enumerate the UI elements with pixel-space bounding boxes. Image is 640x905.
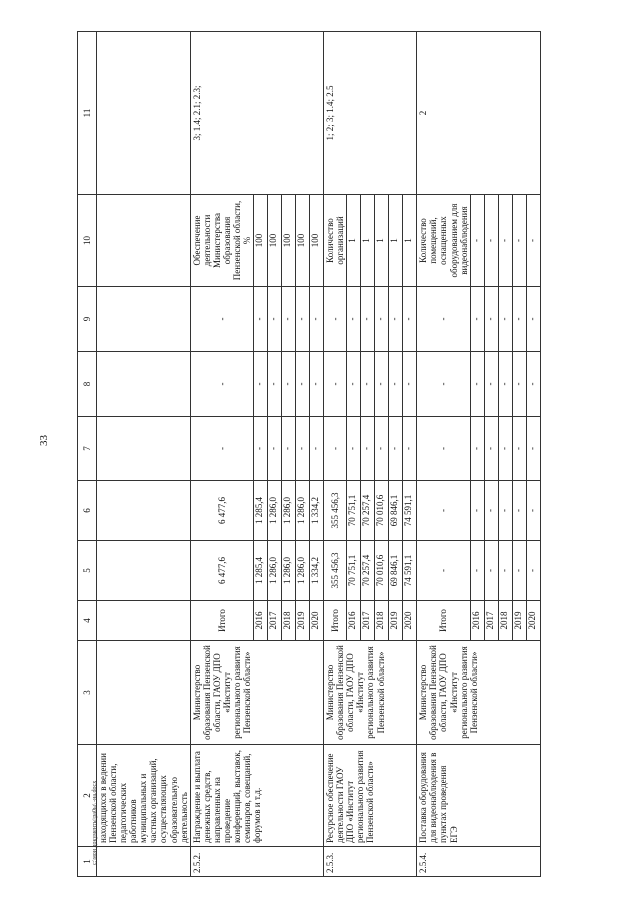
indicator-value: 1 (403, 195, 417, 287)
total-budget: 1 286,0 (296, 541, 310, 601)
extrabudget: - (470, 287, 484, 352)
regional-budget: - (417, 481, 470, 541)
cell (97, 32, 191, 195)
total-budget: 1 334,2 (310, 541, 324, 601)
page-number: 33 (38, 435, 50, 446)
regional-budget: 355 456,3 (324, 481, 347, 541)
header-cell: 2 (78, 745, 97, 847)
regional-budget: 74 591,1 (403, 481, 417, 541)
federal-budget: - (324, 417, 347, 481)
item-description: Награждение и выплата денежных средств, направленных на проведение конференций, выставок, семинаров, совещаний, форумов и т.д. (190, 745, 323, 847)
federal-budget: - (310, 417, 324, 481)
year-label: 2017 (361, 601, 375, 641)
year-label: 2018 (498, 601, 512, 641)
federal-budget: - (375, 417, 389, 481)
regional-budget: 1 286,0 (268, 481, 282, 541)
indicator-value: - (512, 195, 526, 287)
year-label: 2016 (254, 601, 268, 641)
item-number: 2.5.2. (190, 847, 323, 877)
local-budget: - (254, 352, 268, 417)
local-budget: - (296, 352, 310, 417)
extrabudget: - (296, 287, 310, 352)
continued-description: находящихся в ведении Пензенской области, педагогических работников муниципальных и частных организаций, осуществляющих образовательную деятельность (97, 745, 191, 847)
total-budget: - (470, 541, 484, 601)
cell (97, 641, 191, 745)
item-executor: Министерство образования Пензенской области, ГАОУ ДПО «Институт регионального развития Пензенской области» (190, 641, 323, 745)
indicator-value: 100 (310, 195, 324, 287)
item-number: 2.5.3. (324, 847, 417, 877)
year-label: 2020 (526, 601, 540, 641)
item-description: Поставка оборудования для видеонаблюдения в пунктах проведения ЕГЭ (417, 745, 540, 847)
header-cell: 8 (78, 352, 97, 417)
item-executor: Министерство образования Пензенской области, ГАОУ ДПО «Институт регионального развития Пензенской области» (417, 641, 540, 745)
year-label: Итого (324, 601, 347, 641)
total-budget: - (526, 541, 540, 601)
extrabudget: - (282, 287, 296, 352)
cell (97, 417, 191, 481)
local-budget: - (282, 352, 296, 417)
regional-budget: - (470, 481, 484, 541)
header-cell: 7 (78, 417, 97, 481)
year-label: 2019 (389, 601, 403, 641)
regional-budget: 69 846,1 (389, 481, 403, 541)
indicator-value: - (484, 195, 498, 287)
related-indicators: 2 (417, 32, 540, 195)
cell (97, 287, 191, 352)
federal-budget: - (347, 417, 361, 481)
federal-budget: - (254, 417, 268, 481)
federal-budget: - (296, 417, 310, 481)
total-budget: - (498, 541, 512, 601)
indicator-value: - (526, 195, 540, 287)
item-total-row (190, 32, 253, 877)
total-budget: - (417, 541, 470, 601)
indicator-value: 100 (296, 195, 310, 287)
program-table (77, 31, 541, 877)
local-budget: - (484, 352, 498, 417)
header-cell: 5 (78, 541, 97, 601)
total-budget: 74 591,1 (403, 541, 417, 601)
regional-budget: 1 286,0 (296, 481, 310, 541)
year-label: 2020 (403, 601, 417, 641)
local-budget: - (389, 352, 403, 417)
extrabudget: - (512, 287, 526, 352)
year-label: Итого (417, 601, 470, 641)
item-description: Ресурсное обеспечение деятельности ГАОУ ДПО «Институт регионального развития Пензенской области» (324, 745, 417, 847)
rotated-table-page (77, 32, 632, 877)
extrabudget: - (375, 287, 389, 352)
header-cell: 10 (78, 195, 97, 287)
year-label: 2018 (282, 601, 296, 641)
federal-budget: - (498, 417, 512, 481)
federal-budget: - (417, 417, 470, 481)
footer-file-path: c:\мои документы\ра0ы\ -на.docx (92, 780, 98, 865)
total-budget: 70 010,6 (375, 541, 389, 601)
regional-budget: 1 285,4 (254, 481, 268, 541)
item-total-row (417, 32, 470, 877)
indicator-value: 1 (389, 195, 403, 287)
local-budget: - (310, 352, 324, 417)
extrabudget: - (254, 287, 268, 352)
regional-budget: - (512, 481, 526, 541)
year-label: 2019 (296, 601, 310, 641)
local-budget: - (361, 352, 375, 417)
year-label: 2018 (375, 601, 389, 641)
indicator-value: - (470, 195, 484, 287)
year-label: 2016 (347, 601, 361, 641)
regional-budget: - (498, 481, 512, 541)
header-cell: 6 (78, 481, 97, 541)
header-cell: 1 (78, 847, 97, 877)
year-label: 2017 (484, 601, 498, 641)
item-executor: Министерство образования Пензенской области, ГАОУ ДПО «Институт регионального развития Пензенской области» (324, 641, 417, 745)
local-budget: - (190, 352, 253, 417)
item-total-row (324, 32, 347, 877)
extrabudget: - (417, 287, 470, 352)
federal-budget: - (403, 417, 417, 481)
local-budget: - (512, 352, 526, 417)
federal-budget: - (361, 417, 375, 481)
header-cell: 9 (78, 287, 97, 352)
header-cell: 3 (78, 641, 97, 745)
indicator-value: - (498, 195, 512, 287)
indicator-name: Количество организаций (324, 195, 347, 287)
indicator-value: 1 (375, 195, 389, 287)
year-label: 2016 (470, 601, 484, 641)
extrabudget: - (310, 287, 324, 352)
extrabudget: - (526, 287, 540, 352)
indicator-value: 1 (347, 195, 361, 287)
total-budget: 1 286,0 (282, 541, 296, 601)
total-budget: - (484, 541, 498, 601)
related-indicators: 3; 1.4; 2.1; 2.3; (190, 32, 323, 195)
extrabudget: - (498, 287, 512, 352)
extrabudget: - (403, 287, 417, 352)
total-budget: 1 286,0 (268, 541, 282, 601)
cell (97, 481, 191, 541)
extrabudget: - (484, 287, 498, 352)
federal-budget: - (190, 417, 253, 481)
extrabudget: - (324, 287, 347, 352)
local-budget: - (498, 352, 512, 417)
header-cell: 4 (78, 601, 97, 641)
local-budget: - (375, 352, 389, 417)
federal-budget: - (268, 417, 282, 481)
regional-budget: - (484, 481, 498, 541)
indicator-value: 100 (254, 195, 268, 287)
local-budget: - (268, 352, 282, 417)
cell (97, 541, 191, 601)
total-budget: 69 846,1 (389, 541, 403, 601)
federal-budget: - (484, 417, 498, 481)
item-number: 2.5.4. (417, 847, 540, 877)
extrabudget: - (361, 287, 375, 352)
year-label: Итого (190, 601, 253, 641)
total-budget: 1 285,4 (254, 541, 268, 601)
federal-budget: - (512, 417, 526, 481)
continued-row (97, 32, 191, 877)
regional-budget: 70 257,4 (361, 481, 375, 541)
total-budget: 6 477,6 (190, 541, 253, 601)
extrabudget: - (190, 287, 253, 352)
header-row (78, 32, 97, 877)
extrabudget: - (268, 287, 282, 352)
local-budget: - (403, 352, 417, 417)
cell (97, 195, 191, 287)
regional-budget: - (526, 481, 540, 541)
local-budget: - (526, 352, 540, 417)
federal-budget: - (282, 417, 296, 481)
cell (97, 352, 191, 417)
local-budget: - (324, 352, 347, 417)
cell (97, 847, 191, 877)
indicator-value: 1 (361, 195, 375, 287)
federal-budget: - (526, 417, 540, 481)
total-budget: - (512, 541, 526, 601)
local-budget: - (470, 352, 484, 417)
year-label: 2020 (310, 601, 324, 641)
regional-budget: 70 010,6 (375, 481, 389, 541)
regional-budget: 1 286,0 (282, 481, 296, 541)
regional-budget: 6 477,6 (190, 481, 253, 541)
indicator-name: Обеспечение деятельности Министерства образования Пензенской области, % (190, 195, 253, 287)
year-label: 2019 (512, 601, 526, 641)
indicator-name: Количество помещений, оснащенных оборудованием для видеонаблюдения (417, 195, 470, 287)
total-budget: 70 257,4 (361, 541, 375, 601)
year-label: 2017 (268, 601, 282, 641)
local-budget: - (347, 352, 361, 417)
cell (97, 601, 191, 641)
regional-budget: 1 334,2 (310, 481, 324, 541)
header-cell: 11 (78, 32, 97, 195)
indicator-value: 100 (268, 195, 282, 287)
related-indicators: 1; 2; 3; 1.4; 2.5 (324, 32, 417, 195)
regional-budget: 70 751,1 (347, 481, 361, 541)
federal-budget: - (470, 417, 484, 481)
local-budget: - (417, 352, 470, 417)
total-budget: 355 456,3 (324, 541, 347, 601)
indicator-value: 100 (282, 195, 296, 287)
extrabudget: - (389, 287, 403, 352)
federal-budget: - (389, 417, 403, 481)
extrabudget: - (347, 287, 361, 352)
total-budget: 70 751,1 (347, 541, 361, 601)
